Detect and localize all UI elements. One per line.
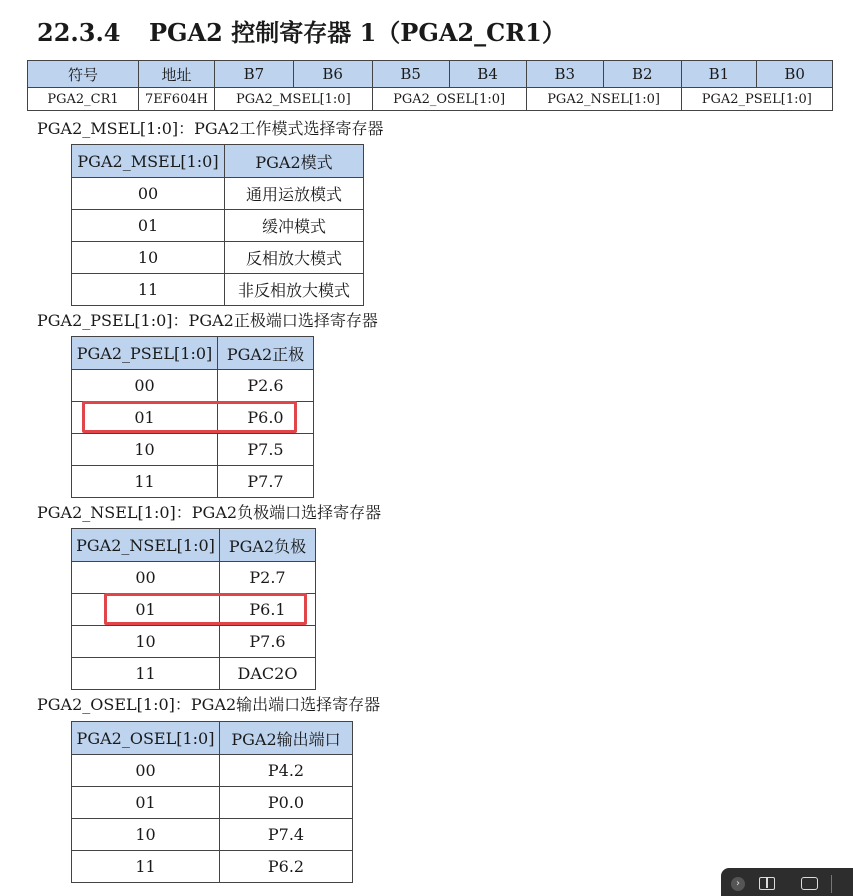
table-cell: 缓冲模式 (225, 210, 364, 242)
header-cell: PGA2_NSEL[1:0] (72, 529, 220, 562)
psel-caption: PGA2_PSEL[1:0]：PGA2正极端口选择寄存器 (37, 311, 378, 330)
header-cell: 符号 (28, 61, 139, 88)
header-cell: 地址 (139, 61, 215, 88)
table-row (72, 787, 353, 819)
table-cell: 10 (72, 434, 218, 466)
bit-field-osel: PGA2_OSEL[1:0] (372, 88, 526, 111)
table-row (72, 370, 314, 402)
table-cell: P6.0 (218, 402, 314, 434)
table-cell: P6.1 (220, 594, 316, 626)
table-cell: 反相放大模式 (225, 242, 364, 274)
table-row (72, 658, 316, 690)
table-cell: 10 (72, 626, 220, 658)
header-cell: PGA2输出端口 (220, 722, 353, 755)
table-row (72, 178, 364, 210)
chevron-right-icon[interactable]: › (731, 877, 745, 891)
header-cell: B3 (526, 61, 603, 88)
comment-icon[interactable] (801, 877, 818, 890)
table-row (72, 626, 316, 658)
table-row (72, 210, 364, 242)
header-cell: B6 (293, 61, 372, 88)
table-row (72, 274, 364, 306)
header-cell: B7 (215, 61, 294, 88)
header-cell: PGA2负极 (220, 529, 316, 562)
table-cell: 11 (72, 851, 220, 883)
section-heading (37, 16, 566, 50)
table-header-row (72, 337, 314, 370)
table-cell: 通用运放模式 (225, 178, 364, 210)
osel-table (71, 721, 353, 883)
table-cell: 00 (72, 755, 220, 787)
table-cell: DAC2O (220, 658, 316, 690)
table-cell: P0.0 (220, 787, 353, 819)
table-row (72, 755, 353, 787)
header-cell: PGA2正极 (218, 337, 314, 370)
register-header-row (28, 61, 833, 88)
table-cell: 01 (72, 594, 220, 626)
table-cell: P6.2 (220, 851, 353, 883)
floating-toolbar (721, 868, 853, 896)
bit-field-nsel: PGA2_NSEL[1:0] (526, 88, 681, 111)
table-cell: P7.7 (218, 466, 314, 498)
msel-table (71, 144, 364, 306)
table-cell: 01 (72, 210, 225, 242)
table-row (72, 851, 353, 883)
bit-field-msel: PGA2_MSEL[1:0] (215, 88, 373, 111)
register-symbol: PGA2_CR1 (28, 88, 139, 111)
table-cell: 非反相放大模式 (225, 274, 364, 306)
nsel-highlight-box (104, 593, 307, 625)
table-cell: 11 (72, 466, 218, 498)
table-cell: P7.5 (218, 434, 314, 466)
table-cell: 10 (72, 819, 220, 851)
toolbar-divider (831, 875, 832, 893)
table-cell: P7.6 (220, 626, 316, 658)
table-cell: P2.7 (220, 562, 316, 594)
table-cell: P7.4 (220, 819, 353, 851)
table-cell: P2.6 (218, 370, 314, 402)
table-cell: 00 (72, 370, 218, 402)
header-cell: B0 (757, 61, 833, 88)
register-address: 7EF604H (139, 88, 215, 111)
header-cell: PGA2_OSEL[1:0] (72, 722, 220, 755)
header-cell: PGA2_PSEL[1:0] (72, 337, 218, 370)
header-cell: B2 (604, 61, 682, 88)
osel-caption: PGA2_OSEL[1:0]：PGA2输出端口选择寄存器 (37, 695, 381, 714)
nsel-caption: PGA2_NSEL[1:0]：PGA2负极端口选择寄存器 (37, 503, 382, 522)
section-number: 22.3.4 (37, 18, 121, 47)
header-cell: PGA2模式 (225, 145, 364, 178)
table-header-row (72, 145, 364, 178)
header-cell: B4 (449, 61, 526, 88)
table-cell: 01 (72, 787, 220, 819)
register-value-row (28, 88, 833, 111)
table-header-row (72, 529, 316, 562)
table-header-row (72, 722, 353, 755)
table-cell: 11 (72, 274, 225, 306)
section-title: PGA2 控制寄存器 1（PGA2_CR1） (149, 18, 566, 47)
psel-highlight-box (82, 401, 297, 433)
header-cell: PGA2_MSEL[1:0] (72, 145, 225, 178)
msel-caption: PGA2_MSEL[1:0]：PGA2工作模式选择寄存器 (37, 119, 384, 138)
table-row (72, 466, 314, 498)
table-cell: P4.2 (220, 755, 353, 787)
header-cell: B5 (372, 61, 449, 88)
table-row (72, 819, 353, 851)
register-bit-table (27, 60, 833, 111)
reader-view-icon[interactable] (759, 877, 775, 890)
table-cell: 10 (72, 242, 225, 274)
table-row (72, 242, 364, 274)
bit-field-psel: PGA2_PSEL[1:0] (681, 88, 832, 111)
table-cell: 00 (72, 178, 225, 210)
header-cell: B1 (681, 61, 757, 88)
table-cell: 01 (72, 402, 218, 434)
table-cell: 11 (72, 658, 220, 690)
table-cell: 00 (72, 562, 220, 594)
table-row (72, 434, 314, 466)
table-row (72, 562, 316, 594)
